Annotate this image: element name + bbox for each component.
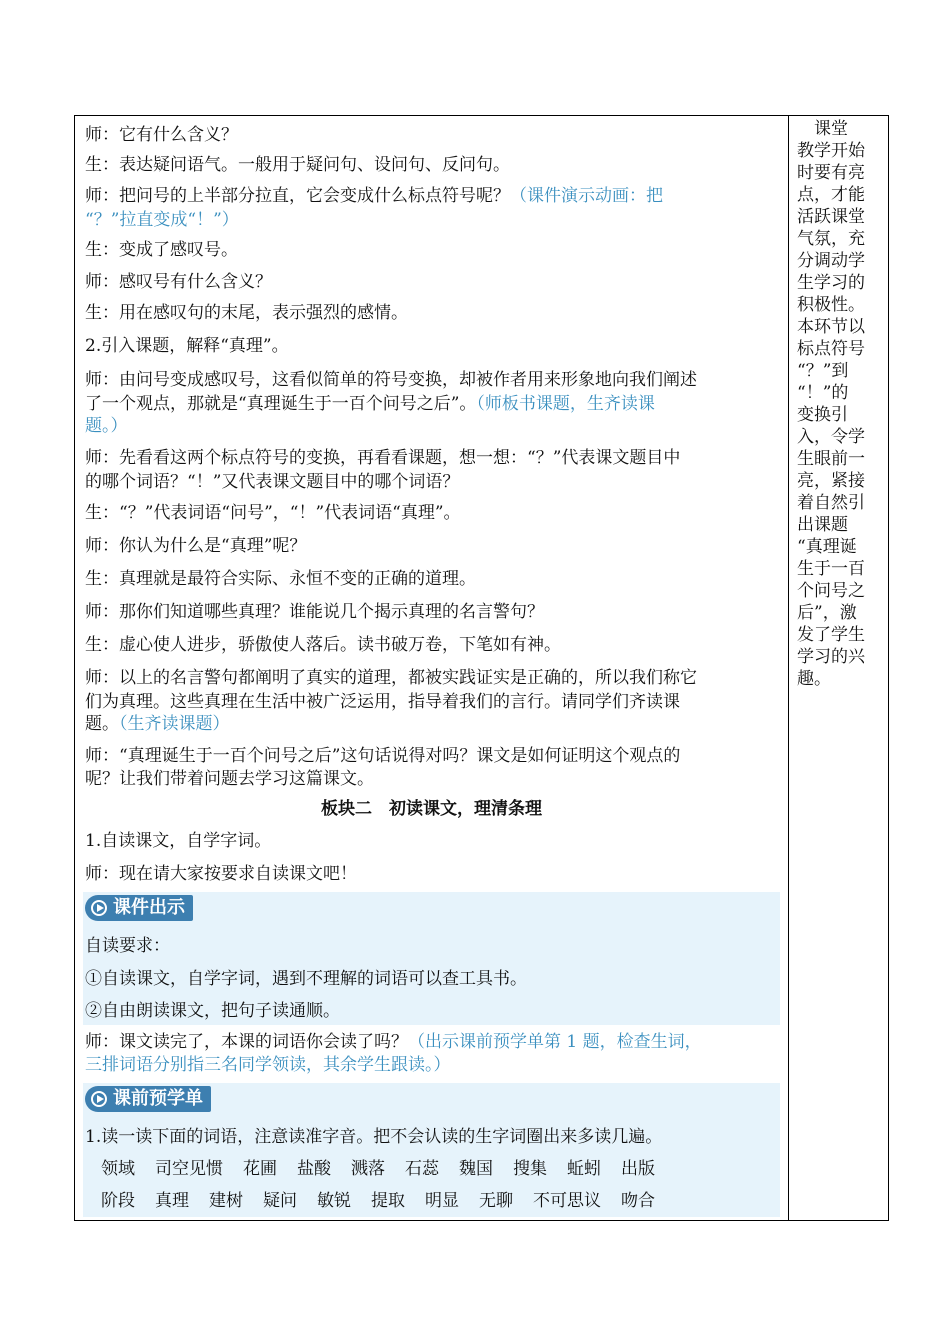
text-segment: 生：用在感叹句的末尾，表示强烈的感情。 — [85, 303, 408, 323]
text-segment: 生：虚心使人进步，骄傲使人落后。读书破万卷，下笔如有神。 — [85, 635, 561, 655]
text-line — [85, 967, 780, 991]
section-heading: 板块二 初读课文，理清条理 — [321, 799, 542, 819]
text-segment: 师：先看看这两个标点符号的变换，再看看课题，想一想：“？”代表课文题目中 — [85, 448, 681, 468]
design-intent-line: 生于一百 — [797, 559, 865, 579]
badge-label: 课件出示 — [113, 897, 185, 918]
text-segment: 师：它有什么含义？ — [85, 125, 238, 145]
vocabulary-row — [101, 1189, 675, 1213]
teaching-process-column — [75, 116, 788, 1220]
text-line — [85, 123, 780, 147]
text-line — [85, 368, 780, 392]
text-segment: 了一个观点，那就是“真理诞生于一百个问号之后”。 — [85, 394, 477, 414]
design-intent-line: 变换引 — [797, 405, 848, 425]
teaching-note: （生齐读课题） — [119, 714, 230, 734]
vocabulary-word: 司空见惯 — [155, 1159, 223, 1179]
design-intent-line: 个问号之 — [797, 581, 865, 601]
design-intent-line: “？”到 — [797, 361, 849, 381]
text-line — [85, 301, 780, 325]
design-intent-line: 生学习的 — [797, 273, 865, 293]
text-line — [85, 446, 780, 470]
lesson-table — [74, 115, 889, 1221]
text-line — [85, 153, 780, 177]
design-intent-text — [797, 118, 881, 690]
design-intent-line: 教学开始 — [797, 141, 865, 161]
text-line — [85, 934, 780, 958]
vocabulary-word: 疑问 — [263, 1191, 297, 1211]
design-intent-line: 活跃课堂 — [797, 207, 865, 227]
text-line — [85, 712, 780, 736]
text-segment: 的哪个词语？“！”又代表课文题目中的哪个词语？ — [85, 472, 460, 492]
text-line — [85, 829, 780, 853]
text-line — [85, 414, 780, 438]
text-line — [85, 666, 780, 690]
design-intent-line: 趣。 — [797, 669, 831, 689]
play-icon — [91, 900, 107, 916]
vocabulary-word: 石蕊 — [405, 1159, 439, 1179]
text-line — [85, 501, 780, 525]
text-line — [85, 767, 780, 791]
text-segment: 们为真理。这些真理在生活中被广泛运用，指导着我们的言行。请同学们齐读课 — [85, 692, 680, 712]
text-line — [85, 534, 780, 558]
text-line — [85, 270, 780, 294]
text-segment: 师：把问号的上半部分拉直，它会变成什么标点符号呢？ — [85, 186, 510, 206]
vocabulary-word: 蚯蚓 — [567, 1159, 601, 1179]
text-segment: 呢？让我们带着问题去学习这篇课文。 — [85, 769, 374, 789]
courseware-panel — [83, 892, 780, 1025]
vocabulary-word: 花圃 — [243, 1159, 277, 1179]
text-line — [85, 184, 780, 208]
design-intent-line: “真理诞 — [797, 537, 857, 557]
design-intent-line: 亮，紧接 — [797, 471, 865, 491]
teaching-note: “？”拉直变成“！”） — [85, 210, 239, 230]
vocabulary-word: 吻合 — [621, 1191, 655, 1211]
text-segment: 师：由问号变成感叹号，这看似简单的符号变换，却被作者用来形象地向我们阐述 — [85, 370, 697, 390]
teaching-note: 题。） — [85, 416, 128, 436]
text-line — [85, 238, 780, 262]
text-segment: 题。 — [85, 714, 119, 734]
design-intent-line: 时要有亮 — [797, 163, 865, 183]
vocabulary-word: 溅落 — [351, 1159, 385, 1179]
vocabulary-word: 建树 — [209, 1191, 243, 1211]
vocabulary-word: 阶段 — [101, 1191, 135, 1211]
teaching-note: （师板书课题，生齐读课 — [476, 394, 655, 414]
play-icon — [91, 1091, 107, 1107]
text-line — [85, 1053, 780, 1077]
preview-sheet-badge — [85, 1086, 211, 1112]
design-intent-column — [789, 116, 888, 1220]
text-segment: 师：课文读完了，本课的词语你会读了吗？ — [85, 1032, 408, 1052]
text-line — [85, 633, 780, 657]
design-intent-line: 发了学生 — [797, 625, 865, 645]
text-segment: 生：表达疑问语气。一般用于疑问句、设问句、反问句。 — [85, 155, 510, 175]
text-line — [85, 999, 780, 1023]
text-segment: 自读要求： — [85, 936, 170, 956]
text-line — [85, 392, 780, 416]
vocabulary-word: 真理 — [155, 1191, 189, 1211]
text-line — [85, 208, 780, 232]
text-segment: 师：感叹号有什么含义？ — [85, 272, 272, 292]
vocabulary-word: 不可思议 — [533, 1191, 601, 1211]
text-line — [85, 862, 780, 886]
design-intent-line: 课堂 — [797, 119, 848, 139]
design-intent-line: 本环节以 — [797, 317, 865, 337]
vocabulary-word: 搜集 — [513, 1159, 547, 1179]
text-line — [85, 567, 780, 591]
text-segment: 师：现在请大家按要求自读课文吧！ — [85, 864, 357, 884]
vocabulary-word: 魏国 — [459, 1159, 493, 1179]
vocabulary-word: 盐酸 — [297, 1159, 331, 1179]
design-intent-line: 后”，激 — [797, 603, 857, 623]
design-intent-line: 标点符号 — [797, 339, 865, 359]
teaching-note: （出示课前预学单第 1 题，检查生词， — [408, 1032, 702, 1052]
design-intent-line: 出课题 — [797, 515, 848, 535]
vocabulary-word: 敏锐 — [317, 1191, 351, 1211]
text-segment: 2.引入课题，解释“真理”。 — [85, 336, 289, 356]
text-line — [85, 690, 780, 714]
text-line — [85, 744, 780, 768]
design-intent-line: 气氛，充 — [797, 229, 865, 249]
vocabulary-word: 领域 — [101, 1159, 135, 1179]
design-intent-line: 生眼前一 — [797, 449, 865, 469]
design-intent-line: 学习的兴 — [797, 647, 865, 667]
vocabulary-word: 出版 — [621, 1159, 655, 1179]
vocabulary-word: 明显 — [425, 1191, 459, 1211]
text-line — [85, 470, 780, 494]
text-segment: ①自读课文，自学字词，遇到不理解的词语可以查工具书。 — [85, 969, 527, 989]
text-line — [85, 1030, 780, 1054]
design-intent-line: 着自然引 — [797, 493, 865, 513]
vocabulary-word: 无聊 — [479, 1191, 513, 1211]
text-segment: 生：“？”代表词语“问号”，“！”代表词语“真理”。 — [85, 503, 461, 523]
vocabulary-row — [101, 1157, 675, 1181]
vocabulary-word: 提取 — [371, 1191, 405, 1211]
text-segment: 生：真理就是最符合实际、永恒不变的正确的道理。 — [85, 569, 476, 589]
text-segment: ②自由朗读课文，把句子读通顺。 — [85, 1001, 340, 1021]
text-segment: 师：那你们知道哪些真理？谁能说几个揭示真理的名言警句？ — [85, 602, 544, 622]
design-intent-line: 分调动学 — [797, 251, 865, 271]
text-line — [85, 334, 780, 358]
text-line — [85, 600, 780, 624]
text-segment: 师：以上的名言警句都阐明了真实的道理，都被实践证实是正确的，所以我们称它 — [85, 668, 697, 688]
text-segment: 师：“真理诞生于一百个问号之后”这句话说得对吗？课文是如何证明这个观点的 — [85, 746, 681, 766]
design-intent-line: 点，才能 — [797, 185, 865, 205]
courseware-badge — [85, 895, 193, 921]
design-intent-line: “！”的 — [797, 383, 849, 403]
preview-instruction: 1.读一读下面的词语，注意读准字音。把不会认读的生字词圈出来多读几遍。 — [85, 1127, 663, 1147]
text-segment: 生：变成了感叹号。 — [85, 240, 238, 260]
badge-label: 课前预学单 — [113, 1088, 203, 1109]
teaching-note: （课件演示动画：把 — [510, 186, 663, 206]
teaching-note: 三排词语分别指三名同学领读，其余学生跟读。） — [85, 1055, 451, 1075]
design-intent-line: 入，令学 — [797, 427, 865, 447]
preview-sheet-panel — [83, 1083, 780, 1217]
text-segment: 师：你认为什么是“真理”呢？ — [85, 536, 307, 556]
design-intent-line: 积极性。 — [797, 295, 865, 315]
text-segment: 1.自读课文，自学字词。 — [85, 831, 272, 851]
